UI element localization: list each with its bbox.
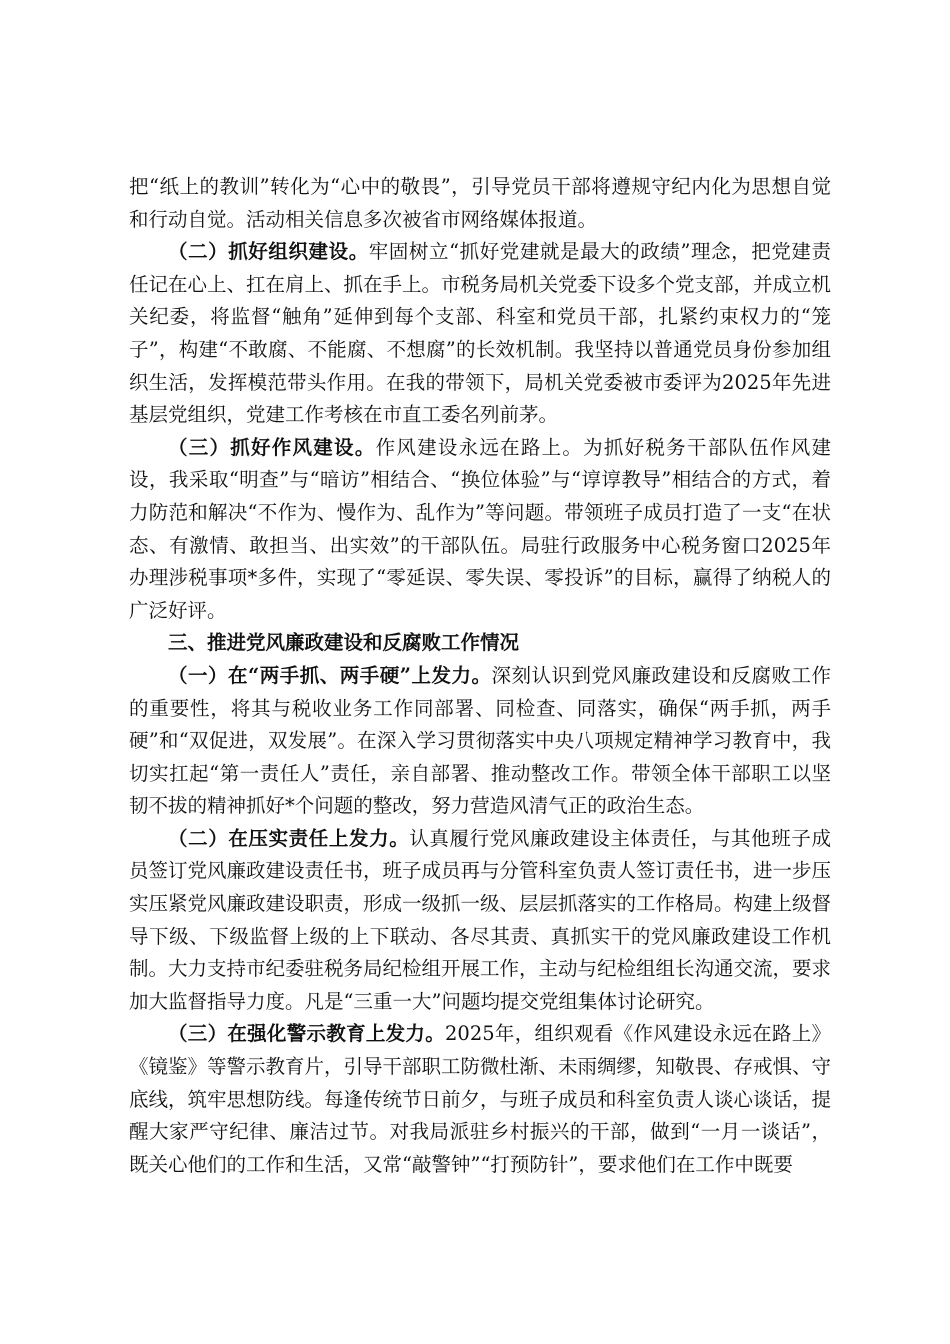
- paragraph-text: 认真履行党风廉政建设主体责任，与其他班子成员签订党风廉政建设责任书，班子成员再与分管科室负责人签订责任书，进一步压实压紧党风廉政建设职责，形成一级抓一级、层层抓落实的工作格局。构建上级督导下级、下级监督上级的上下联动、各尽其责、真抓实干的党风廉政建设工作机制。大力支持市纪委驻税务局纪检组开展工作，主动与纪检组组长沟通交流，要求加大监督指导力度。凡是“三重一大”问题均提交党组集体讨论研究。: [129, 826, 832, 1013]
- paragraph-organization-building: [129, 236, 831, 432]
- paragraph-work-style-building: [129, 432, 831, 628]
- paragraph-text: 2025年，组织观看《作风建设永远在路上》《镜鉴》等警示教育片，引导干部职工防微杜渐、未雨绸缪，知敬畏、存戒惧、守底线，筑牢思想防线。每逢传统节日前夕，与班子成员和科室负责人谈心谈话，提醒大家严守纪律、廉洁过节。对我局派驻乡村振兴的干部，做到“一月一谈话”，既关心他们的工作和生活，又常“敲警钟”“打预防针”，要求他们在工作中既要: [129, 1022, 832, 1176]
- document-body: [129, 171, 831, 1181]
- section-heading: 三、推进党风廉政建设和反腐败工作情况: [168, 631, 520, 655]
- paragraph-lead: （二）抓好组织建设。: [168, 240, 369, 264]
- paragraph-lead: （二）在压实责任上发力。: [168, 826, 410, 850]
- paragraph-warning-education: [129, 1018, 831, 1181]
- paragraph-text: 牢固树立“抓好党建就是最大的政绩”理念，把党建责任记在心上、扛在肩上、抓在手上。市税务局机关党委下设多个党支部，并成立机关纪委，将监督“触角”延伸到每个支部、科室和党员干部，扎紧约束权力的“笼子”，构建“不敢腐、不能腐、不想腐”的长效机制。我坚持以普通党员身份参加组织生活，发挥模范带头作用。在我的带领下，局机关党委被市委评为2025年先进基层党组织，党建工作考核在市直工委名列前茅。: [129, 240, 832, 427]
- paragraph-text: 把“纸上的教训”转化为“心中的敬畏”，引导党员干部将遵规守纪内化为思想自觉和行动自觉。活动相关信息多次被省市网络媒体报道。: [129, 175, 831, 231]
- paragraph-continuation: [129, 171, 831, 236]
- paragraph-lead: （三）抓好作风建设。: [168, 435, 376, 459]
- paragraph-responsibility: [129, 823, 831, 1019]
- paragraph-text: 深刻认识到党风廉政建设和反腐败工作的重要性，将其与税收业务工作同部署、同检查、同落实，确保“两手抓，两手硬”和“双促进，双发展”。在深入学习贯彻落实中央八项规定精神学习教育中，我切实扛起“第一责任人”责任，亲自部署、推动整改工作。带领全体干部职工以坚韧不拔的精神抓好*个问题的整改，努力营造风清气正的政治生态。: [129, 663, 831, 818]
- paragraph-lead: （一）在“两手抓、两手硬”上发力。: [168, 663, 492, 687]
- paragraph-text: 作风建设永远在路上。为抓好税务干部队伍作风建设，我采取“明查”与“暗访”相结合、“换位体验”与“谆谆教导”相结合的方式，着力防范和解决“不作为、慢作为、乱作为”等问题。带领班子成员打造了一支“在状态、有激情、敢担当、出实效”的干部队伍。局驻行政服务中心税务窗口2025年办理涉税事项*多件，实现了“零延误、零失误、零投诉”的目标，赢得了纳税人的广泛好评。: [129, 435, 831, 622]
- paragraph-two-hands: [129, 660, 831, 823]
- paragraph-lead: （三）在强化警示教育上发力。: [168, 1022, 445, 1046]
